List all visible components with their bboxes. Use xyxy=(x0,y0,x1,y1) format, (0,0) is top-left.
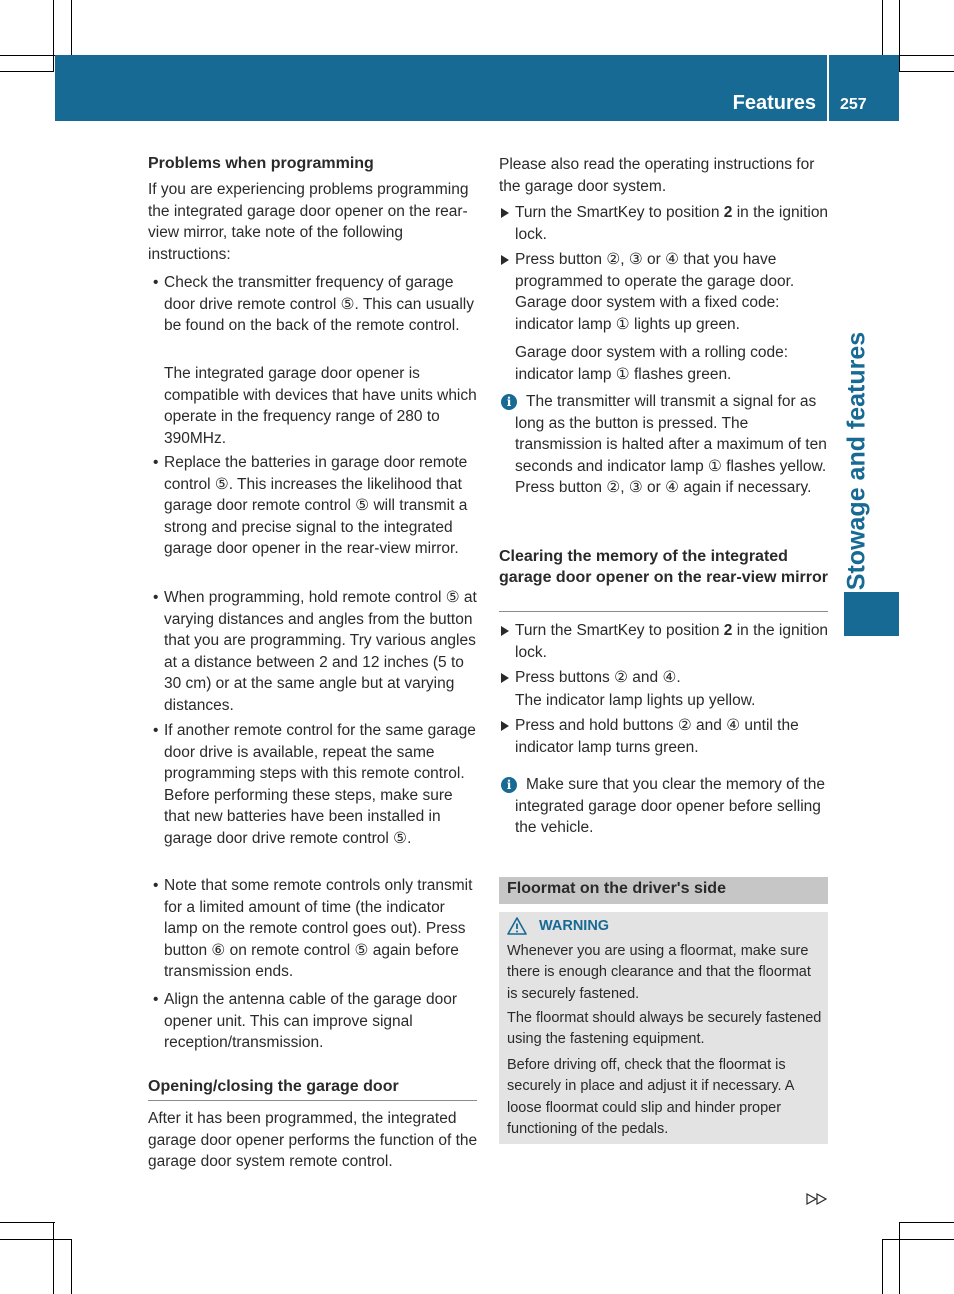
list-item-continuation xyxy=(148,363,478,449)
bullet-dot: • xyxy=(153,722,159,739)
warning-paragraph: Whenever you are using a floormat, make sure there is enough clearance and that the floormat is securely fastened. xyxy=(507,943,811,1002)
heading-rule xyxy=(499,611,828,612)
section-header-bar xyxy=(499,877,828,904)
list-item-text: When programming, hold remote control ⑤ at varying distances and angles from the button that you are programming. Try various angles at a distance between 2 and 12 inches (5 to 30 cm) or at the same angle but at varying distances. xyxy=(164,589,477,714)
crop-mark xyxy=(882,1239,883,1294)
list-item-text: Align the antenna cable of the garage door opener unit. This can improve signal reception/transmission. xyxy=(164,991,458,1051)
header-divider xyxy=(827,55,829,121)
step-item xyxy=(499,202,829,245)
heading-problems: Problems when programming xyxy=(148,155,374,172)
step-text: Garage door system with a rolling code: indicator lamp ① flashes green. xyxy=(515,344,789,383)
step-text: Press and hold buttons ② and ④ until the indicator lamp turns green. xyxy=(515,717,799,756)
step-result xyxy=(499,690,829,712)
step-arrow-icon xyxy=(501,721,509,731)
step-item xyxy=(499,715,829,758)
crop-mark xyxy=(899,55,954,56)
list-item xyxy=(148,989,478,1054)
double-triangle-right-icon xyxy=(806,1192,828,1206)
crop-mark xyxy=(0,55,55,56)
crop-mark xyxy=(71,0,72,55)
crop-mark xyxy=(0,1222,55,1223)
side-tab-marker xyxy=(844,592,899,636)
list-item-text: Note that some remote controls only transmit for a limited amount of time (the indicator lamp on the remote control goes out). Press button ⑥ on remote control ⑤ again before transmission ends. xyxy=(164,877,473,980)
info-icon: i xyxy=(501,394,517,410)
step-arrow-icon xyxy=(501,208,509,218)
step-text: in the ignition lock. xyxy=(515,622,829,661)
bullet-dot: • xyxy=(153,991,159,1008)
info-text: The transmitter will transmit a signal for as long as the button is pressed. The transmission is halted after a maximum of ten seconds and indicator lamp ① flashes yellow. Press button ②, ③ or ④ again if necessary. xyxy=(515,393,827,496)
step-item xyxy=(499,249,829,335)
list-item xyxy=(148,587,478,716)
side-tab-label: Stowage and features xyxy=(842,331,871,591)
step-text: in the ignition lock. xyxy=(515,204,829,243)
step-text: The indicator lamp lights up yellow. xyxy=(515,692,756,709)
crop-mark xyxy=(53,1222,54,1294)
bullet-dot: • xyxy=(153,454,159,471)
crop-mark xyxy=(0,1239,71,1240)
step-text: Turn the SmartKey to position xyxy=(515,204,724,221)
heading-opening: Opening/closing the garage door xyxy=(148,1078,399,1095)
step-position: 2 xyxy=(723,204,733,221)
list-item-text: The integrated garage door opener is compatible with devices that have units which operate in the frequency range of 280 to 390MHz. xyxy=(164,365,477,447)
crop-mark xyxy=(0,71,53,72)
heading-clearing: Clearing the memory of the integrated garage door opener on the rear-view mirror xyxy=(499,548,828,586)
please-read-text: Please also read the operating instructions for the garage door system. xyxy=(499,156,815,195)
step-arrow-icon xyxy=(501,673,509,683)
bullet-dot: • xyxy=(153,589,159,606)
crop-mark xyxy=(899,71,954,72)
warning-label: WARNING xyxy=(539,918,610,934)
list-item xyxy=(148,875,478,983)
crop-mark xyxy=(882,0,883,55)
step-text: Press button ②, ③ or ④ that you have programmed to operate the garage door. Garage door system with a fixed code: indicator lamp ① lights up green. xyxy=(515,251,795,333)
page-number: 257 xyxy=(840,96,867,113)
bullet-dot: • xyxy=(153,877,159,894)
crop-mark xyxy=(899,1222,954,1223)
crop-mark xyxy=(899,0,900,72)
crop-mark xyxy=(71,1239,72,1294)
step-item xyxy=(499,620,829,663)
warning-paragraph: The floormat should always be securely fastened using the fastening equipment. xyxy=(507,1010,822,1048)
step-subtext xyxy=(499,342,829,385)
side-tab xyxy=(839,331,875,591)
opening-text: After it has been programmed, the integrated garage door opener performs the function of the garage door system remote control. xyxy=(148,1110,478,1170)
step-item xyxy=(499,667,829,689)
step-text: Turn the SmartKey to position xyxy=(515,622,724,639)
crop-mark xyxy=(882,1239,954,1240)
info-note xyxy=(499,391,829,499)
list-item xyxy=(148,272,478,337)
info-icon: i xyxy=(501,777,517,793)
list-item-text: Replace the batteries in garage door remote control ⑤. This increases the likelihood that garage door remote control ⑤ will transmit a strong and precise signal to the integrated garage door opener in the rear-view mirror. xyxy=(164,454,468,557)
crop-mark xyxy=(899,1222,900,1294)
page-header xyxy=(55,55,899,121)
section-title: Floormat on the driver's side xyxy=(507,880,726,897)
warning-box xyxy=(499,912,828,1144)
list-item-text: If another remote control for the same garage door drive is available, repeat the same programming steps with this remote control. Before performing these steps, make sure that new batteries have been installed in garage door drive remote control ⑤. xyxy=(164,722,476,847)
step-position: 2 xyxy=(723,622,733,639)
chapter-title: Features xyxy=(732,92,816,114)
heading-rule xyxy=(148,1100,477,1101)
step-text: Press buttons ② and ④. xyxy=(515,669,681,686)
step-arrow-icon xyxy=(501,255,509,265)
crop-mark xyxy=(53,0,54,72)
bullet-dot: • xyxy=(153,274,159,291)
list-item xyxy=(148,452,478,560)
warning-paragraph: Before driving off, check that the floormat is securely in place and adjust it if necessary. A loose floormat could slip and hinder proper functioning of the pedals. xyxy=(507,1057,794,1137)
info-note xyxy=(499,774,829,839)
warning-triangle-icon xyxy=(507,916,527,936)
intro-text: If you are experiencing problems programming the integrated garage door opener on the rear-view mirror, take note of the following instructions: xyxy=(148,181,469,263)
step-arrow-icon xyxy=(501,626,509,636)
info-text: Make sure that you clear the memory of the integrated garage door opener before selling the vehicle. xyxy=(515,776,825,836)
list-item xyxy=(148,720,478,849)
list-item-text: Check the transmitter frequency of garage door drive remote control ⑤. This can usually be found on the back of the remote control. xyxy=(164,274,474,334)
